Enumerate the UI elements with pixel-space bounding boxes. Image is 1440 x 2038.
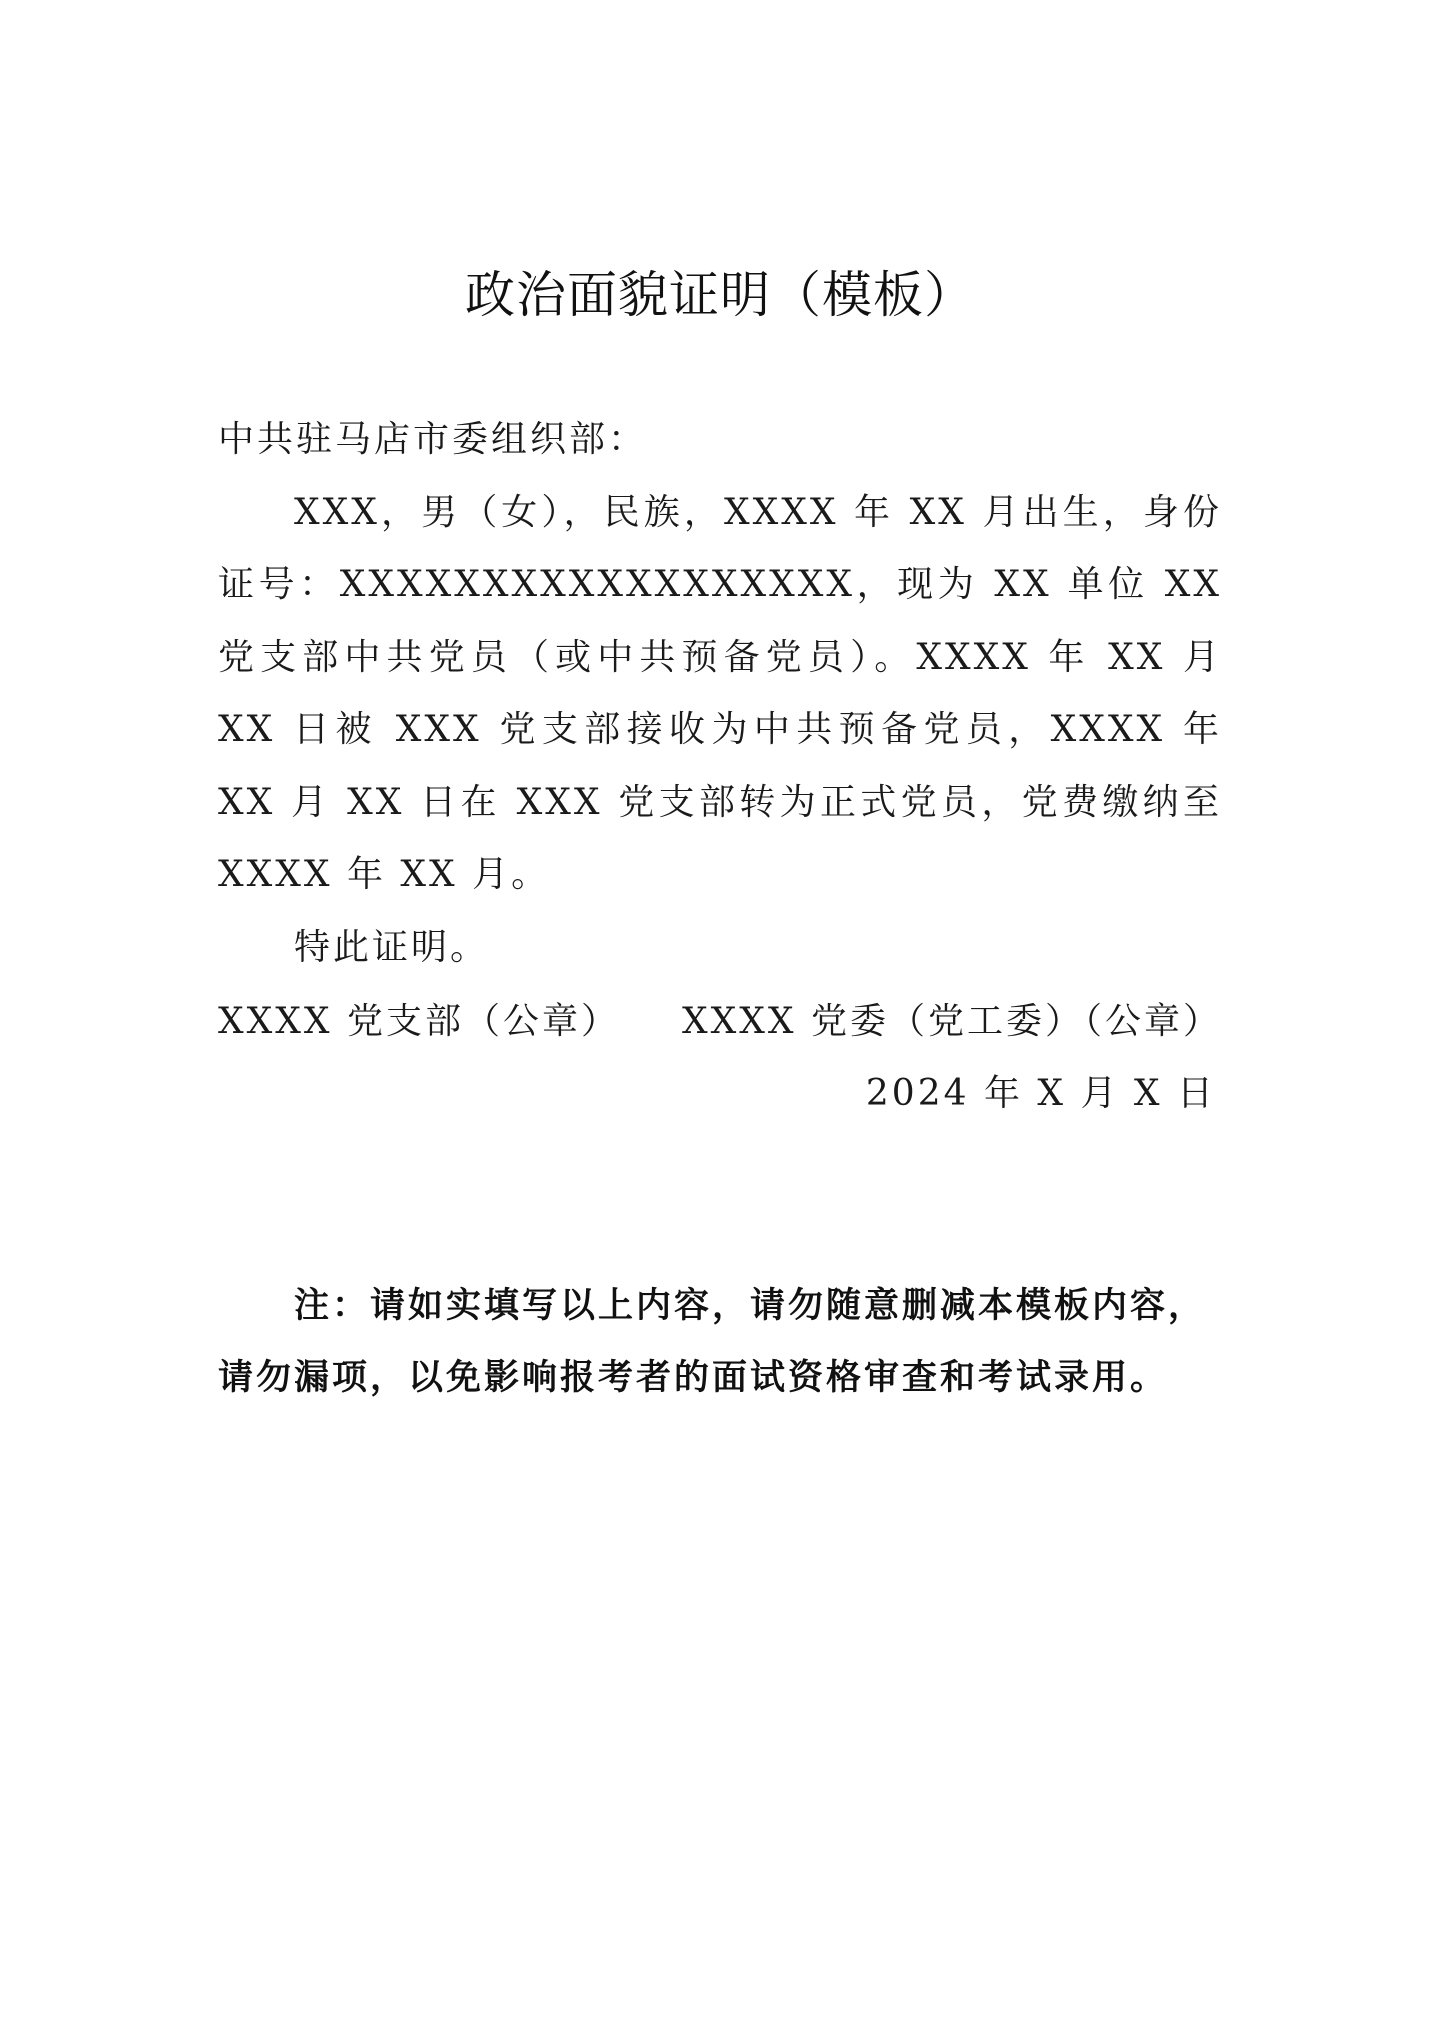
branch-seal-signature: XXXX 党支部（公章） [218,1001,620,1042]
recipient-line: 中共驻马店市委组织部： [218,419,648,460]
document-body [218,404,1222,984]
committee-seal-signature: XXXX 党委（党工委）（公章） [682,1001,1222,1042]
closing-line: 特此证明。 [294,926,490,968]
instruction-note: 注：请如实填写以上内容，请勿随意删减本模板内容，请勿漏项，以免影响报考者的面试资格审查和考试录用。 [218,1285,1207,1398]
issue-date: 2024 年 X 月 X 日 [865,1073,1216,1114]
document-title: 政治面貌证明（模板） [465,266,975,324]
signature-row [218,986,1222,1058]
certification-paragraph: XXX，男（女），民族，XXXX 年 XX 月出生，身份证号：XXXXXXXXXXXXXXXXXX，现为 XX 单位 XX 党支部中共党员（或中共预备党员）。XXXX 年 XX 月 XX 日被 XXX 党支部接收为中共预备党员，XXXX 年 XX 月 XX 日在 XXX 党支部转为正式党员，党费缴纳至 XXXX 年 XX 月。 [218,491,1222,895]
